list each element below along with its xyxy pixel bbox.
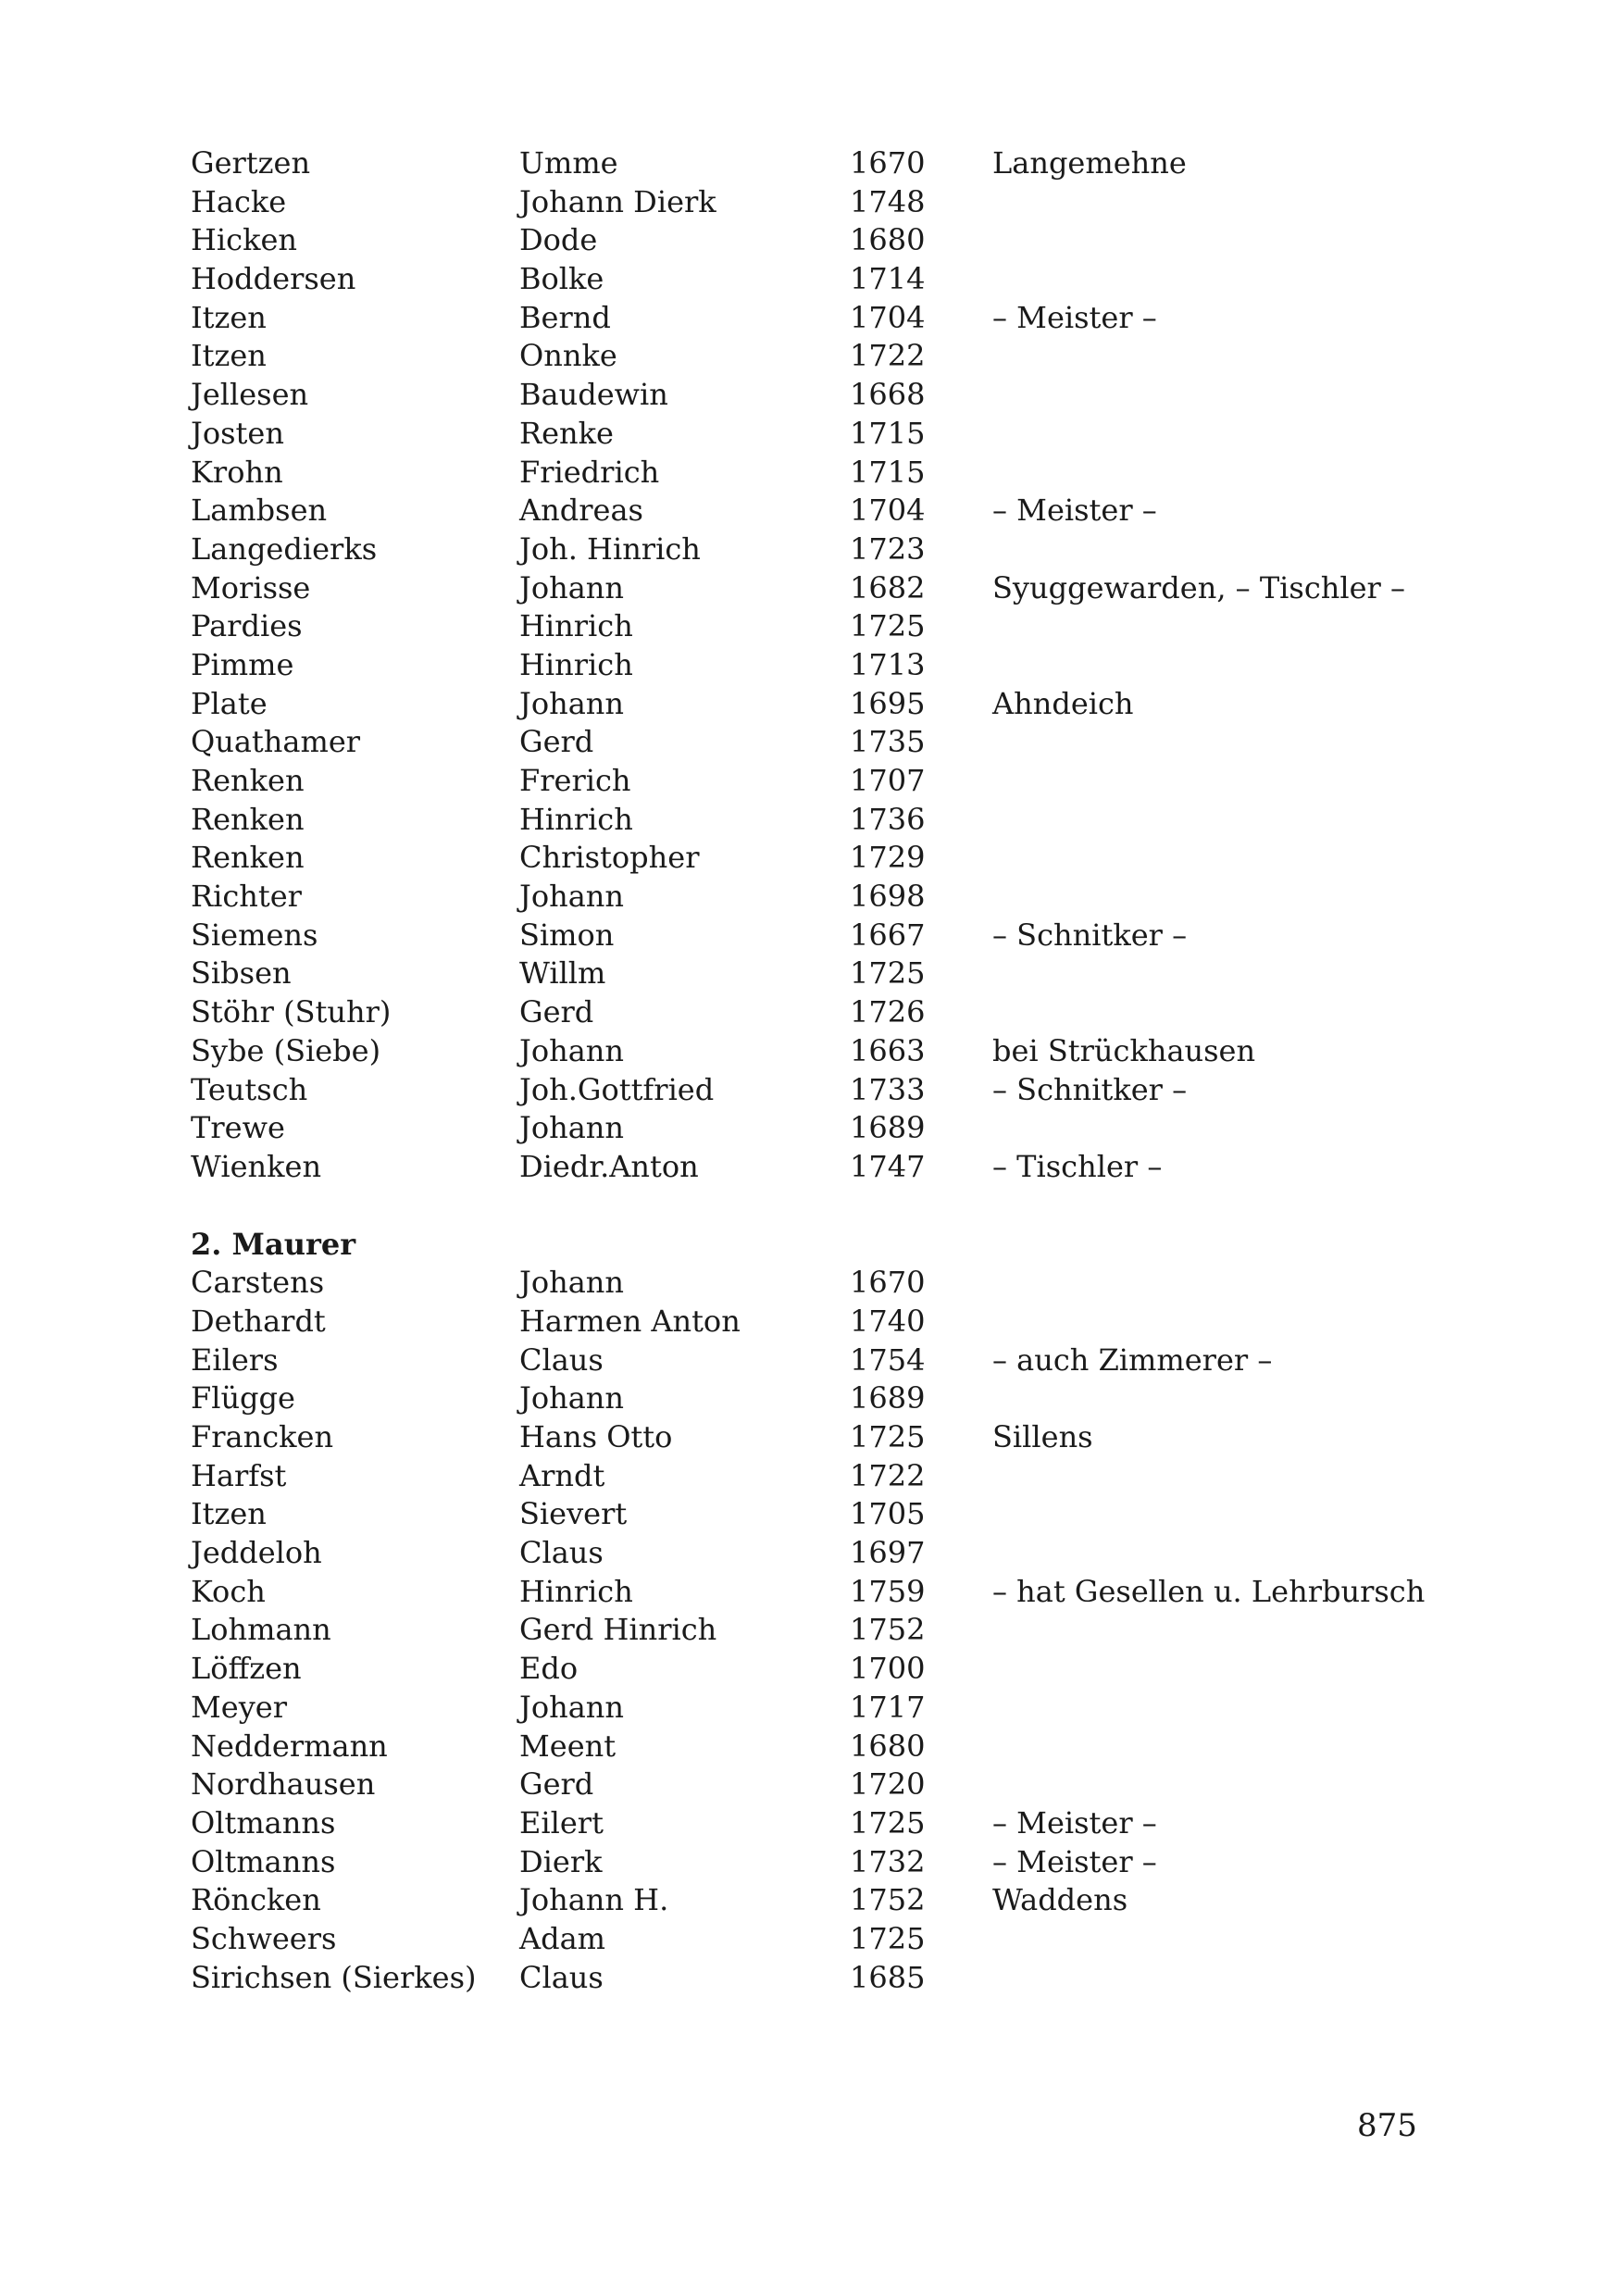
given-name-cell: Johann [519,569,624,605]
year-cell: 1752 [850,1882,926,1918]
list-row [191,1495,1487,1534]
year-cell: 1725 [850,1804,926,1841]
section-heading: 2. Maurer [191,1226,356,1262]
note-cell: – Schnitker – [992,1071,1188,1107]
given-name-cell: Frerich [519,763,631,798]
list-row [191,1573,1487,1612]
given-name-cell: Arndt [519,1457,605,1493]
given-name-cell: Joh.Gottfried [519,1071,715,1107]
year-cell: 1689 [850,1380,926,1416]
surname-cell: Morisse [191,569,311,605]
surname-cell: Dethardt [191,1303,326,1339]
surname-cell: Krohn [191,454,283,490]
list-row [191,917,1487,955]
year-cell: 1723 [850,530,926,567]
craftsmen-list [191,144,1487,1997]
year-cell: 1680 [850,1728,926,1764]
surname-cell: Koch [191,1573,266,1609]
list-row [191,337,1487,376]
list-row [191,183,1487,222]
surname-cell: Sirichsen (Sierkes) [191,1959,477,1995]
year-cell: 1747 [850,1148,926,1184]
given-name-cell: Johann [519,685,624,721]
list-row [191,1920,1487,1959]
list-row [191,1881,1487,1920]
list-row [191,1804,1487,1843]
year-cell: 1722 [850,1457,926,1493]
year-cell: 1715 [850,454,926,490]
surname-cell: Quathamer [191,724,361,760]
given-name-cell: Christopher [519,840,700,876]
surname-cell: Renken [191,763,305,798]
list-row [191,955,1487,993]
surname-cell: Löffzen [191,1651,302,1687]
note-cell: – Meister – [992,1804,1157,1841]
given-name-cell: Renke [519,415,614,451]
surname-cell: Itzen [191,338,267,374]
surname-cell: Nordhausen [191,1766,376,1803]
year-cell: 1725 [850,608,926,644]
year-cell: 1707 [850,763,926,798]
note-cell: – Schnitker – [992,917,1188,953]
surname-cell: Jeddeloh [191,1535,322,1571]
given-name-cell: Eilert [519,1804,604,1841]
surname-cell: Wienken [191,1148,322,1184]
list-row [191,646,1487,685]
year-cell: 1685 [850,1959,926,1995]
given-name-cell: Johann [519,1380,624,1416]
given-name-cell: Gerd Hinrich [519,1612,717,1648]
year-cell: 1752 [850,1612,926,1648]
year-cell: 1725 [850,1419,926,1454]
year-cell: 1733 [850,1071,926,1107]
year-cell: 1698 [850,879,926,915]
year-cell: 1736 [850,801,926,837]
note-cell: Waddens [992,1882,1128,1918]
surname-cell: Hoddersen [191,261,356,297]
surname-cell: Flügge [191,1380,295,1416]
given-name-cell: Claus [519,1959,604,1995]
year-cell: 1680 [850,222,926,258]
note-cell: – auch Zimmerer – [992,1341,1273,1378]
year-cell: 1682 [850,569,926,605]
list-row [191,1766,1487,1804]
list-row [191,723,1487,762]
given-name-cell: Gerd [519,724,594,760]
list-row [191,1959,1487,1998]
year-cell: 1704 [850,493,926,529]
list-row [191,144,1487,183]
list-row [191,260,1487,299]
list-row [191,1109,1487,1148]
surname-cell: Röncken [191,1882,321,1918]
note-cell: – Tischler – [992,1148,1163,1184]
given-name-cell: Johann [519,1032,624,1068]
note-cell: – Meister – [992,1843,1157,1879]
surname-cell: Renken [191,840,305,876]
given-name-cell: Hinrich [519,646,633,682]
year-cell: 1740 [850,1303,926,1339]
list-row [191,839,1487,878]
given-name-cell: Johann [519,1110,624,1146]
surname-cell: Oltmanns [191,1804,336,1841]
list-row [191,1843,1487,1882]
year-cell: 1717 [850,1689,926,1725]
given-name-cell: Gerd [519,1766,594,1803]
year-cell: 1668 [850,377,926,413]
year-cell: 1729 [850,840,926,876]
given-name-cell: Dode [519,222,598,258]
surname-cell: Langedierks [191,530,378,567]
given-name-cell: Claus [519,1535,604,1571]
list-row [191,221,1487,260]
year-cell: 1715 [850,415,926,451]
year-cell: 1713 [850,646,926,682]
surname-cell: Richter [191,879,302,915]
year-cell: 1754 [850,1341,926,1378]
list-row [191,415,1487,454]
surname-cell: Gertzen [191,145,311,181]
surname-cell: Sibsen [191,955,292,992]
section-gap [191,1187,1487,1226]
given-name-cell: Meent [519,1728,617,1764]
year-cell: 1700 [850,1651,926,1687]
given-name-cell: Edo [519,1651,579,1687]
list-row [191,569,1487,608]
surname-cell: Schweers [191,1920,337,1956]
note-cell: – Meister – [992,299,1157,335]
note-cell: bei Strückhausen [992,1032,1256,1068]
given-name-cell: Andreas [519,493,643,529]
given-name-cell: Claus [519,1341,604,1378]
list-row [191,1728,1487,1766]
note-cell: Langemehne [992,145,1187,181]
list-row [191,1418,1487,1457]
year-cell: 1759 [850,1573,926,1609]
year-cell: 1670 [850,1265,926,1301]
list-row [191,1379,1487,1418]
given-name-cell: Johann [519,1265,624,1301]
list-row [191,1264,1487,1303]
year-cell: 1667 [850,917,926,953]
year-cell: 1695 [850,685,926,721]
surname-cell: Jellesen [191,377,309,413]
surname-cell: Francken [191,1419,334,1454]
given-name-cell: Friedrich [519,454,660,490]
surname-cell: Siemens [191,917,318,953]
surname-cell: Carstens [191,1265,325,1301]
year-cell: 1689 [850,1110,926,1146]
list-row [191,1650,1487,1689]
given-name-cell: Johann H. [519,1882,669,1918]
list-row [191,878,1487,917]
given-name-cell: Bernd [519,299,611,335]
list-row [191,1148,1487,1187]
list-row [191,1303,1487,1341]
surname-cell: Renken [191,801,305,837]
list-row [191,1611,1487,1650]
note-cell: – hat Gesellen u. Lehrbursch [992,1573,1426,1609]
given-name-cell: Diedr.Anton [519,1148,699,1184]
year-cell: 1714 [850,261,926,297]
surname-cell: Josten [191,415,284,451]
surname-cell: Hacke [191,183,287,219]
list-row [191,376,1487,415]
given-name-cell: Harmen Anton [519,1303,741,1339]
note-cell: Ahndeich [992,685,1134,721]
given-name-cell: Onnke [519,338,617,374]
year-cell: 1670 [850,145,926,181]
year-cell: 1720 [850,1766,926,1803]
list-row [191,993,1487,1032]
given-name-cell: Adam [519,1920,606,1956]
list-row [191,454,1487,493]
surname-cell: Hicken [191,222,297,258]
year-cell: 1725 [850,1920,926,1956]
year-cell: 1735 [850,724,926,760]
surname-cell: Itzen [191,1496,267,1532]
list-row [191,1457,1487,1496]
year-cell: 1725 [850,955,926,992]
given-name-cell: Willm [519,955,606,992]
given-name-cell: Hinrich [519,608,633,644]
list-row [191,607,1487,646]
list-row [191,801,1487,840]
surname-cell: Sybe (Siebe) [191,1032,381,1068]
list-row [191,1032,1487,1071]
list-row [191,1689,1487,1728]
year-cell: 1748 [850,183,926,219]
surname-cell: Pardies [191,608,303,644]
note-cell: Sillens [992,1419,1093,1454]
list-row [191,1071,1487,1110]
given-name-cell: Joh. Hinrich [519,530,701,567]
list-row [191,1341,1487,1380]
given-name-cell: Gerd [519,994,594,1030]
year-cell: 1697 [850,1535,926,1571]
surname-cell: Lambsen [191,493,328,529]
surname-cell: Neddermann [191,1728,388,1764]
given-name-cell: Johann Dierk [519,183,716,219]
surname-cell: Plate [191,685,268,721]
year-cell: 1705 [850,1496,926,1532]
page-number: 875 [1357,2107,1417,2144]
given-name-cell: Hinrich [519,801,633,837]
given-name-cell: Simon [519,917,615,953]
given-name-cell: Umme [519,145,618,181]
list-row [191,530,1487,569]
surname-cell: Pimme [191,646,294,682]
given-name-cell: Bolke [519,261,604,297]
given-name-cell: Johann [519,879,624,915]
given-name-cell: Johann [519,1689,624,1725]
year-cell: 1663 [850,1032,926,1068]
note-cell: Syuggewarden, – Tischler – [992,569,1405,605]
list-row [191,299,1487,338]
note-cell: – Meister – [992,493,1157,529]
surname-cell: Lohmann [191,1612,331,1648]
surname-cell: Trewe [191,1110,285,1146]
list-row [191,1534,1487,1573]
surname-cell: Eilers [191,1341,279,1378]
list-row [191,762,1487,801]
list-row [191,492,1487,530]
surname-cell: Meyer [191,1689,288,1725]
given-name-cell: Hinrich [519,1573,633,1609]
given-name-cell: Dierk [519,1843,603,1879]
surname-cell: Teutsch [191,1071,308,1107]
year-cell: 1704 [850,299,926,335]
given-name-cell: Sievert [519,1496,628,1532]
list-row [191,685,1487,724]
year-cell: 1726 [850,994,926,1030]
given-name-cell: Hans Otto [519,1419,673,1454]
surname-cell: Harfst [191,1457,287,1493]
surname-cell: Oltmanns [191,1843,336,1879]
given-name-cell: Baudewin [519,377,668,413]
year-cell: 1722 [850,338,926,374]
surname-cell: Stöhr (Stuhr) [191,994,392,1030]
surname-cell: Itzen [191,299,267,335]
year-cell: 1732 [850,1843,926,1879]
